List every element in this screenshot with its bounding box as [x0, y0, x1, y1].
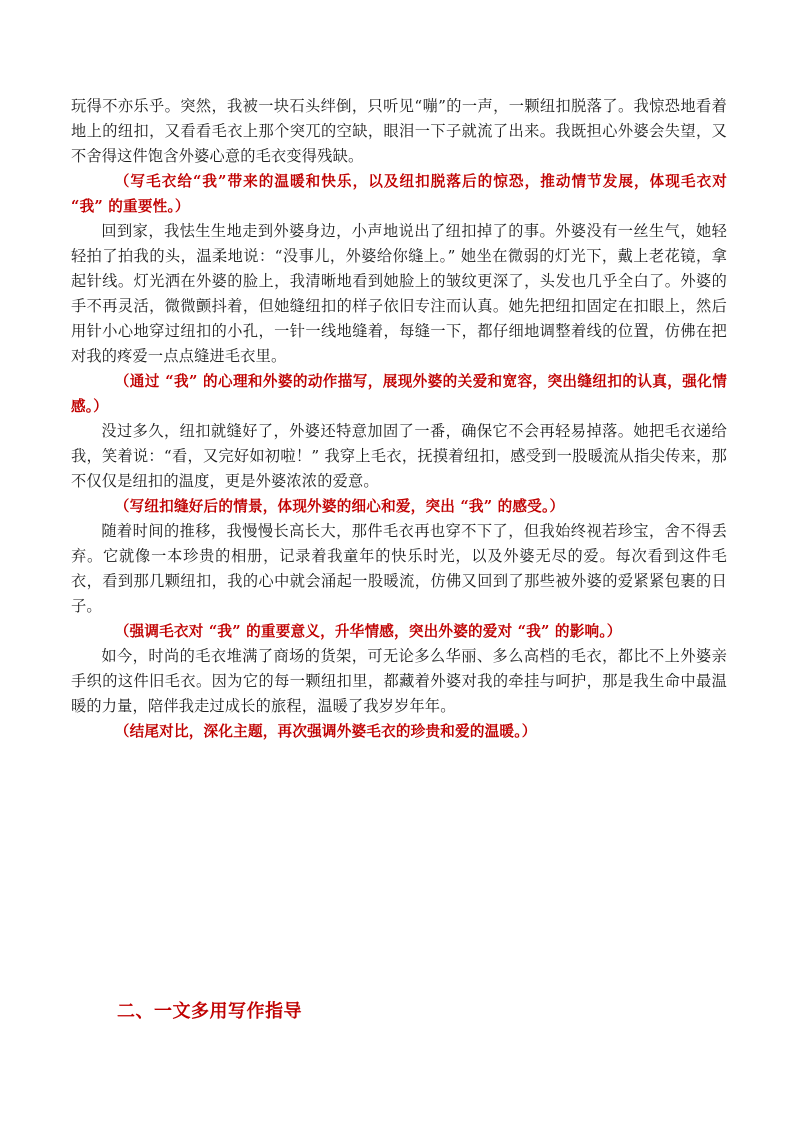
section-heading: 二、一文多用写作指导: [117, 1001, 302, 1022]
annotation-5: （结尾对比，深化主题，再次强调外婆毛衣的珍贵和爱的温暖。）: [114, 723, 537, 740]
essay-paragraph-3: 没过多久，纽扣就缝好了，外婆还特意加固了一番，确保它不会再轻易掉落。她把毛衣递给我，笑着说：“看，又完好如初啦！” 我穿上毛衣，抚摸着纽扣，感受到一股暖流从指尖传来，那不仅仅是纽扣的温度，更是外婆浓浓的爱意。: [71, 422, 727, 490]
annotation-2: （通过 “我” 的心理和外婆的动作描写，展现外婆的关爱和宽容，突出缝纽扣的认真，强化情感。）: [71, 373, 727, 415]
annotation-1: （写毛衣给“我”带来的温暖和快乐，以及纽扣脱落后的惊恐，推动情节发展，体现毛衣对 “我” 的重要性。）: [71, 173, 727, 215]
annotation-4: （强调毛衣对 “我” 的重要意义，升华情感，突出外婆的爱对 “我” 的影响。）: [114, 623, 622, 640]
annotation-3: （写纽扣缝好后的情景，体现外婆的细心和爱，突出 “我” 的感受。）: [114, 498, 565, 515]
essay-paragraph-1: 玩得不亦乐乎。突然，我被一块石头绊倒，只听见“嘣”的一声，一颗纽扣脱落了。我惊恐地看着地上的纽扣，又看看毛衣上那个突兀的空缺，眼泪一下子就流了出来。我既担心外婆会失望，又不舍得这件饱含外婆心意的毛衣变得残缺。: [71, 97, 727, 165]
essay-body: [71, 94, 727, 744]
essay-paragraph-4: 随着时间的推移，我慢慢长高长大，那件毛衣再也穿不下了，但我始终视若珍宝，舍不得丢弃。它就像一本珍贵的相册，记录着我童年的快乐时光，以及外婆无尽的爱。每次看到这件毛衣，看到那几颗纽扣，我的心中就会涌起一股暖流，仿佛又回到了那些被外婆的爱紧紧包裹的日子。: [71, 522, 727, 615]
essay-paragraph-5: 如今，时尚的毛衣堆满了商场的货架，可无论多么华丽、多么高档的毛衣，都比不上外婆亲手织的这件旧毛衣。因为它的每一颗纽扣里，都藏着外婆对我的牵挂与呵护，那是我生命中最温暖的力量，陪伴我走过成长的旅程，温暖了我岁岁年年。: [71, 647, 727, 715]
essay-paragraph-2: 回到家，我怯生生地走到外婆身边，小声地说出了纽扣掉了的事。外婆没有一丝生气，她轻轻拍了拍我的头，温柔地说：“没事儿，外婆给你缝上。” 她坐在微弱的灯光下，戴上老花镜，拿起针线。灯光洒在外婆的脸上，我清晰地看到她脸上的皱纹更深了，头发也几乎全白了。外婆的手不再灵活，微微颤抖着，但她缝纽扣的样子依旧专注而认真。她先把纽扣固定在扣眼上，然后用针小心地穿过纽扣的小孔，一针一线地缝着，每缝一下，都仔细地调整着线的位置，仿佛在把对我的疼爱一点点缝进毛衣里。: [71, 222, 727, 365]
